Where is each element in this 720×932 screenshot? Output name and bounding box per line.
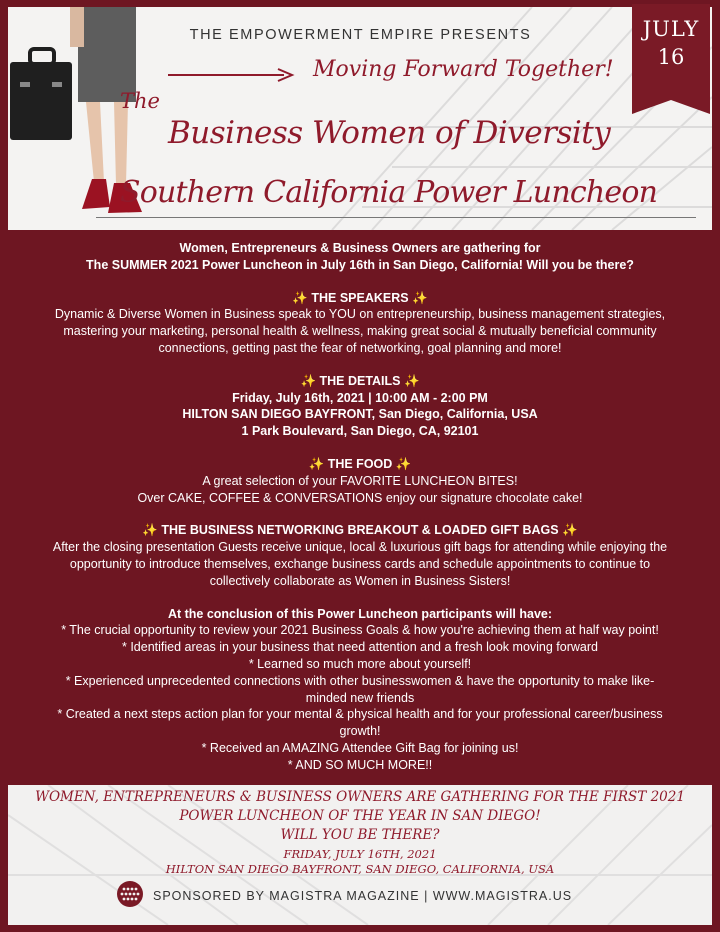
list-item: * Experienced unprecedented connections with other businesswomen & have the opportunity to make like-	[65, 673, 655, 688]
title-article: The	[120, 89, 160, 113]
header-banner	[8, 7, 712, 230]
tagline: Moving Forward Together!	[313, 57, 614, 82]
list-item: * Learned so much more about yourself!	[248, 656, 472, 671]
title-underline	[96, 217, 696, 218]
networking-line: collectively collaborate as Women in Business Sisters!	[209, 573, 511, 588]
list-item: * Received an AMAZING Attendee Gift Bag for joining us!	[201, 740, 519, 755]
event-title-line-2: Southern California Power Luncheon	[120, 175, 658, 210]
food-heading: ✨ THE FOOD ✨	[308, 456, 412, 471]
date-badge	[632, 4, 710, 100]
networking-line: After the closing presentation Guests receive unique, local & luxurious gift bags for attending while enjoying the	[52, 540, 668, 555]
list-item: * Identified areas in your business that need attention and a fresh look moving forward	[122, 640, 598, 655]
magistra-globe-icon	[116, 880, 144, 908]
footer-headline-3: WILL YOU BE THERE?	[280, 827, 440, 843]
networking-heading: ✨ THE BUSINESS NETWORKING BREAKOUT & LOADED GIFT BAGS ✨	[142, 523, 578, 538]
event-title-line-1: Business Women of Diversity	[168, 115, 611, 151]
food-line: A great selection of your FAVORITE LUNCHEON BITES!	[202, 473, 518, 488]
list-item: * The crucial opportunity to review your 2021 Business Goals & how you're achieving them at half way point!	[61, 623, 659, 638]
intro-line-2: The SUMMER 2021 Power Luncheon in July 16th in San Diego, California! Will you be there?	[86, 257, 634, 272]
date-badge-day: 16	[657, 45, 685, 69]
sponsor-line: SPONSORED BY MAGISTRA MAGAZINE | WWW.MAGISTRA.US	[153, 889, 573, 903]
conclusion-heading: At the conclusion of this Power Luncheon participants will have:	[167, 606, 553, 621]
footer-date: FRIDAY, JULY 16TH, 2021	[283, 847, 437, 861]
arrow-right-icon	[166, 67, 296, 83]
speakers-line: mastering your marketing, personal health & wellness, making great social & mutually beneficial community	[63, 324, 657, 339]
details-venue: HILTON SAN DIEGO BAYFRONT, San Diego, California, USA	[182, 407, 538, 422]
footer-headline-1: WOMEN, ENTREPRENEURS & BUSINESS OWNERS ARE GATHERING FOR THE FIRST 2021	[35, 789, 685, 805]
date-badge-month: JULY	[642, 17, 700, 41]
intro-line-1: Women, Entrepreneurs & Business Owners are gathering for	[179, 241, 541, 255]
food-line: Over CAKE, COFFEE & CONVERSATIONS enjoy our signature chocolate cake!	[137, 490, 583, 505]
list-item: growth!	[339, 724, 381, 739]
footer-venue: HILTON SAN DIEGO BAYFRONT, SAN DIEGO, CALIFORNIA, USA	[165, 862, 555, 876]
footer-banner	[8, 785, 712, 925]
networking-line: opportunity to introduce themselves, exchange business cards and schedule appointments to continue to	[69, 556, 651, 571]
list-item: * AND SO MUCH MORE!!	[287, 757, 433, 772]
details-heading: ✨ THE DETAILS ✨	[300, 373, 420, 388]
list-item: * Created a next steps action plan for your mental & physical health and for your professional career/business	[57, 707, 663, 722]
details-address: 1 Park Boulevard, San Diego, CA, 92101	[241, 424, 479, 439]
list-item: minded new friends	[305, 690, 415, 705]
footer-headline-2: POWER LUNCHEON OF THE YEAR IN SAN DIEGO!	[179, 808, 541, 824]
event-description	[0, 240, 720, 774]
speakers-heading: ✨ THE SPEAKERS ✨	[292, 290, 428, 305]
presenter-line: THE EMPOWERMENT EMPIRE PRESENTS	[189, 27, 532, 43]
details-date-time: Friday, July 16th, 2021 | 10:00 AM - 2:00 PM	[232, 390, 488, 405]
speakers-line: connections, getting past the fear of networking, goal planning and more!	[158, 340, 562, 355]
speakers-line: Dynamic & Diverse Women in Business speak to YOU on entrepreneurship, business management strategies,	[54, 307, 666, 322]
